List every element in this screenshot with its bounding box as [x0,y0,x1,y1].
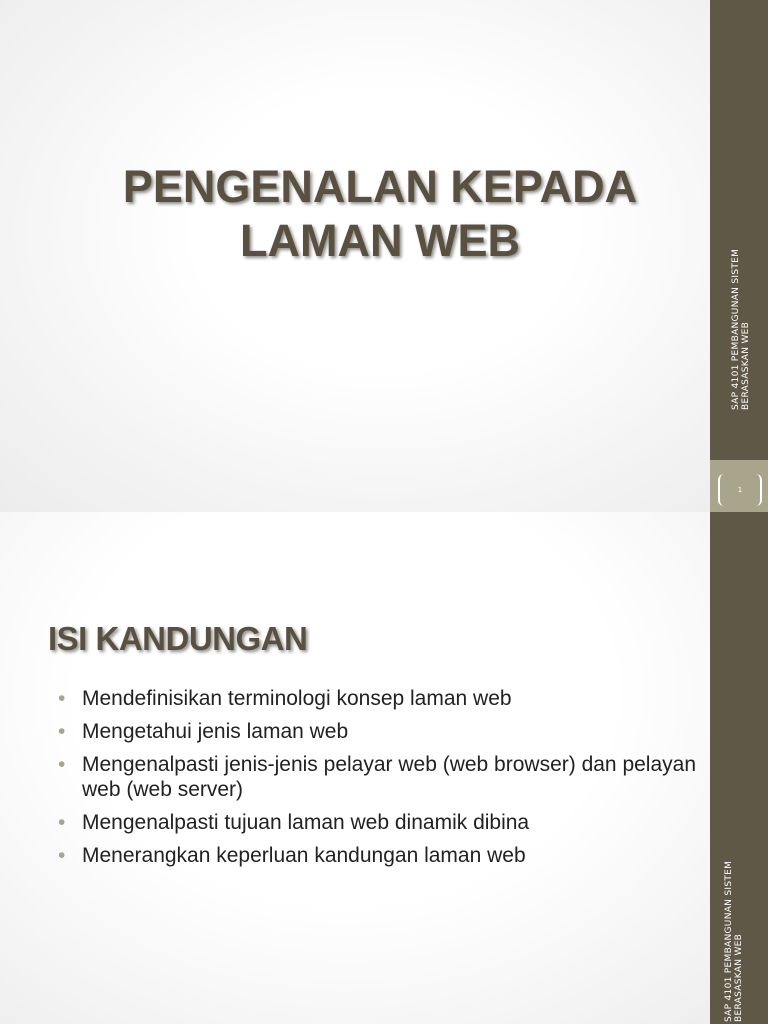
bullet-dot-icon: • [58,844,66,867]
bullet-text: Mengetahui jenis laman web [82,720,349,743]
bullet-text: Menerangkan keperluan kandungan laman web [82,844,526,867]
slide-sidebar [710,0,768,512]
page-number-box [710,460,768,512]
sidebar-course-line1: SAP 4101 PEMBANGUNAN SISTEM [724,860,734,1022]
sidebar-course-line1: SAP 4101 PEMBANGUNAN SISTEM [731,248,741,410]
slide-title [40,160,720,268]
bullet-dot-icon: • [58,687,66,710]
slide-title-line2: LAMAN WEB [240,215,520,266]
content-slide [0,512,768,1024]
bullet-item [58,843,698,868]
bullet-text: Mengenalpasti tujuan laman web dinamik dibina [82,811,530,834]
bullet-text: Mengenalpasti jenis-jenis pelayar web (web browser) dan pelayan web (web server) [82,753,697,801]
slide-title-line1: PENGENALAN KEPADA [122,161,638,212]
bullet-text: Mendefinisikan terminologi konsep laman web [82,687,512,710]
section-heading: ISI KANDUNGAN [48,620,308,657]
bullet-item [58,719,698,744]
sidebar-course-label [724,512,758,1022]
page-number: 1 [718,474,762,506]
bullet-dot-icon: • [58,720,66,743]
bullet-item [58,686,698,711]
bullet-item [58,810,698,835]
bullet-item [58,752,698,802]
slide-sidebar [710,512,768,1024]
bullet-dot-icon: • [58,753,66,776]
sidebar-course-line2: BERASASKAN WEB [734,933,744,1022]
bullet-dot-icon: • [58,811,66,834]
sidebar-course-line2: BERASASKAN WEB [741,321,751,410]
bullet-list [58,686,698,876]
sidebar-course-label [724,80,758,410]
